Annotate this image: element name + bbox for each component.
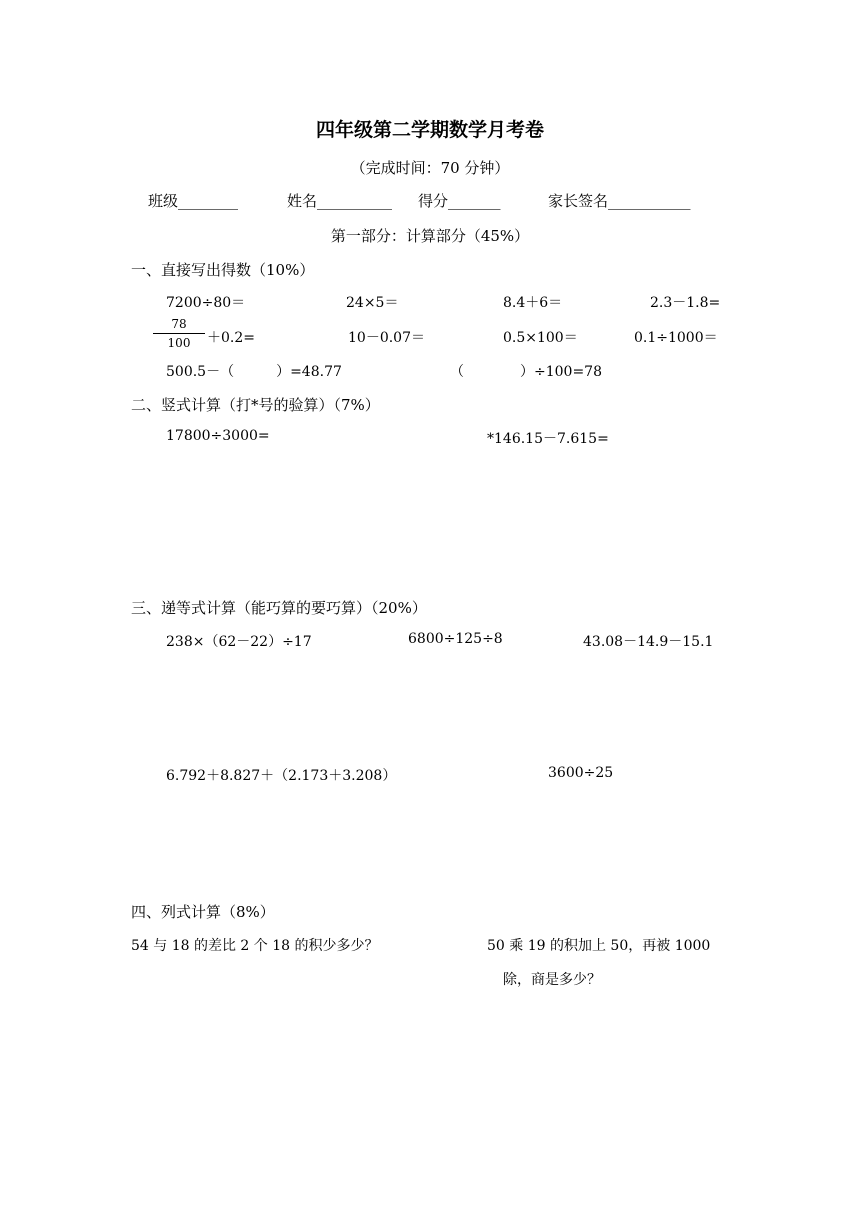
problem: 2.3－1.8= (650, 295, 721, 311)
class-field-label: 班级________ (148, 192, 239, 210)
name-field-label: 姓名__________ (287, 192, 393, 210)
word-problem-1: 54 与 18 的差比 2 个 18 的积少多少？ (131, 938, 379, 954)
problem: 43.08－14.9－15.1 (583, 634, 714, 650)
fraction-denominator: 100 (167, 336, 191, 350)
problem: 10－0.07＝ (348, 330, 425, 346)
problem: 0.5×100＝ (503, 330, 578, 346)
problem: 6800÷125÷8 (408, 631, 503, 647)
section2-heading: 二、竖式计算（打*号的验算）（7%） (131, 396, 380, 414)
score-field-label: 得分_______ (418, 192, 501, 210)
problem: （ ）÷100=78 (450, 364, 602, 380)
problem: 0.1÷1000＝ (634, 330, 718, 346)
parent-signature-label: 家长签名___________ (548, 192, 691, 210)
problem: 6.792＋8.827＋（2.173＋3.208） (166, 768, 397, 784)
section1-heading: 一、直接写出得数（10%） (131, 261, 315, 279)
problem: 17800÷3000= (166, 428, 270, 444)
word-problem-2-line2: 除，商是多少？ (503, 972, 601, 988)
word-problem-2-line1: 50 乘 19 的积加上 50，再被 1000 (487, 938, 711, 954)
problem: 8.4＋6＝ (503, 295, 563, 311)
problem: 3600÷25 (548, 765, 614, 781)
section4-heading: 四、列式计算（8%） (131, 903, 275, 921)
part-one-heading: 第一部分：计算部分（45%） (330, 227, 530, 245)
problem: *146.15－7.615= (487, 431, 609, 447)
fraction (153, 316, 205, 351)
problem: 500.5－（ ）=48.77 (166, 364, 342, 380)
problem: 238×（62－22）÷17 (166, 634, 312, 650)
fraction-numerator: 78 (171, 317, 187, 331)
problem: 24×5＝ (346, 295, 399, 311)
problem: ＋0.2= (207, 330, 255, 346)
fraction-bar (153, 333, 205, 334)
page-title: 四年级第二学期数学月考卷 (315, 119, 544, 141)
problem: 7200÷80＝ (166, 295, 246, 311)
time-note: （完成时间：70 分钟） (350, 159, 510, 177)
section3-heading: 三、递等式计算（能巧算的要巧算）（20%） (131, 599, 427, 617)
